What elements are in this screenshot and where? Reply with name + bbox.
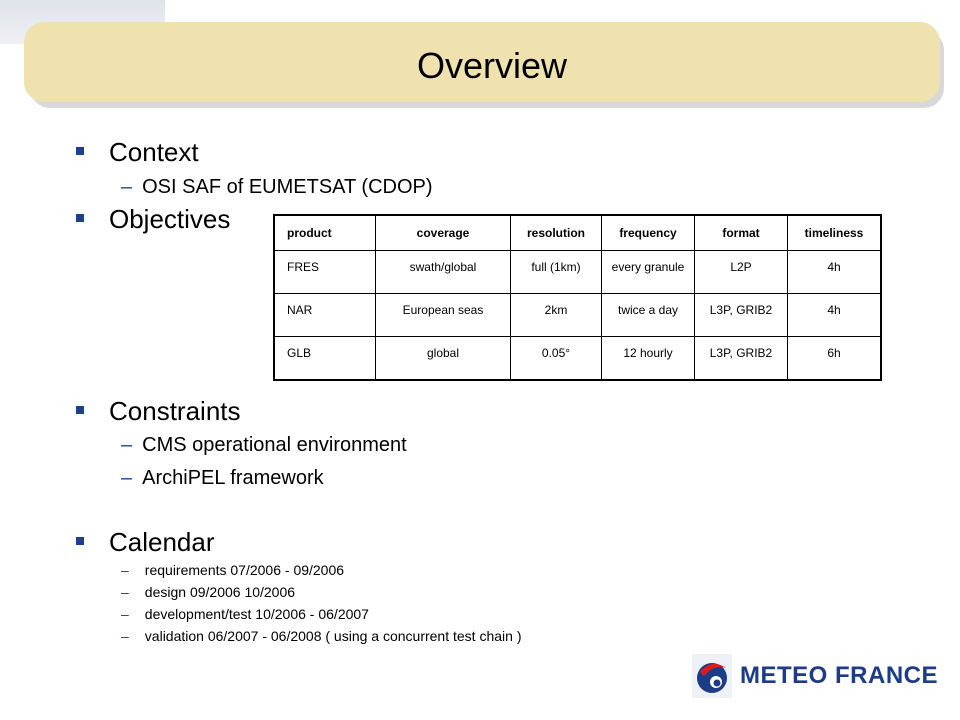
cell-coverage: European seas xyxy=(376,294,511,337)
header-format: format xyxy=(695,215,788,251)
cell-timeliness: 6h xyxy=(788,337,882,380)
header-frequency: frequency xyxy=(602,215,695,251)
constraints-item: – CMS operational environment xyxy=(121,434,407,456)
product-table xyxy=(273,214,882,381)
cell-product: GLB xyxy=(274,337,376,380)
constraints-heading: Constraints xyxy=(109,396,241,426)
cell-format: L3P, GRIB2 xyxy=(695,337,788,380)
objectives-heading: Objectives xyxy=(109,204,231,234)
calendar-item: – validation 06/2007 - 06/2008 ( using a concurrent test chain ) xyxy=(121,628,522,644)
slide-title: Overview xyxy=(416,45,568,86)
logo-text: METEO FRANCE xyxy=(740,662,938,689)
cell-resolution: full (1km) xyxy=(511,251,602,294)
header-coverage: coverage xyxy=(376,215,511,251)
calendar-heading: Calendar xyxy=(109,527,215,557)
header-resolution: resolution xyxy=(511,215,602,251)
bullet-objectives xyxy=(76,204,230,234)
cell-format: L3P, GRIB2 xyxy=(695,294,788,337)
cell-frequency: twice a day xyxy=(602,294,695,337)
cell-timeliness: 4h xyxy=(788,251,882,294)
calendar-item: – design 09/2006 10/2006 xyxy=(121,584,296,600)
cell-frequency: 12 hourly xyxy=(602,337,695,380)
calendar-item: – development/test 10/2006 - 06/2007 xyxy=(121,606,369,622)
table-row xyxy=(274,251,881,294)
cell-product: FRES xyxy=(274,251,376,294)
cell-frequency: every granule xyxy=(602,251,695,294)
square-bullet-icon xyxy=(76,537,84,545)
header-product: product xyxy=(274,215,376,251)
table-header-row xyxy=(274,215,881,251)
header-timeliness: timeliness xyxy=(788,215,882,251)
cell-product: NAR xyxy=(274,294,376,337)
cell-format: L2P xyxy=(695,251,788,294)
square-bullet-icon xyxy=(76,147,84,155)
cell-timeliness: 4h xyxy=(788,294,882,337)
context-item: – OSI SAF of EUMETSAT (CDOP) xyxy=(121,176,433,198)
context-heading: Context xyxy=(109,137,199,167)
table-row xyxy=(274,294,881,337)
cell-resolution: 2km xyxy=(511,294,602,337)
constraints-item: – ArchiPEL framework xyxy=(121,467,324,489)
cell-resolution: 0.05° xyxy=(511,337,602,380)
square-bullet-icon xyxy=(76,406,84,414)
square-bullet-icon xyxy=(76,214,84,222)
cell-coverage: swath/global xyxy=(376,251,511,294)
cell-coverage: global xyxy=(376,337,511,380)
bullet-calendar xyxy=(76,527,215,557)
meteo-france-logo xyxy=(692,654,938,698)
meteo-france-globe-icon xyxy=(692,654,732,698)
table-row xyxy=(274,337,881,380)
bullet-context xyxy=(76,137,199,167)
calendar-item: – requirements 07/2006 - 09/2006 xyxy=(121,562,345,578)
bullet-constraints xyxy=(76,396,241,426)
